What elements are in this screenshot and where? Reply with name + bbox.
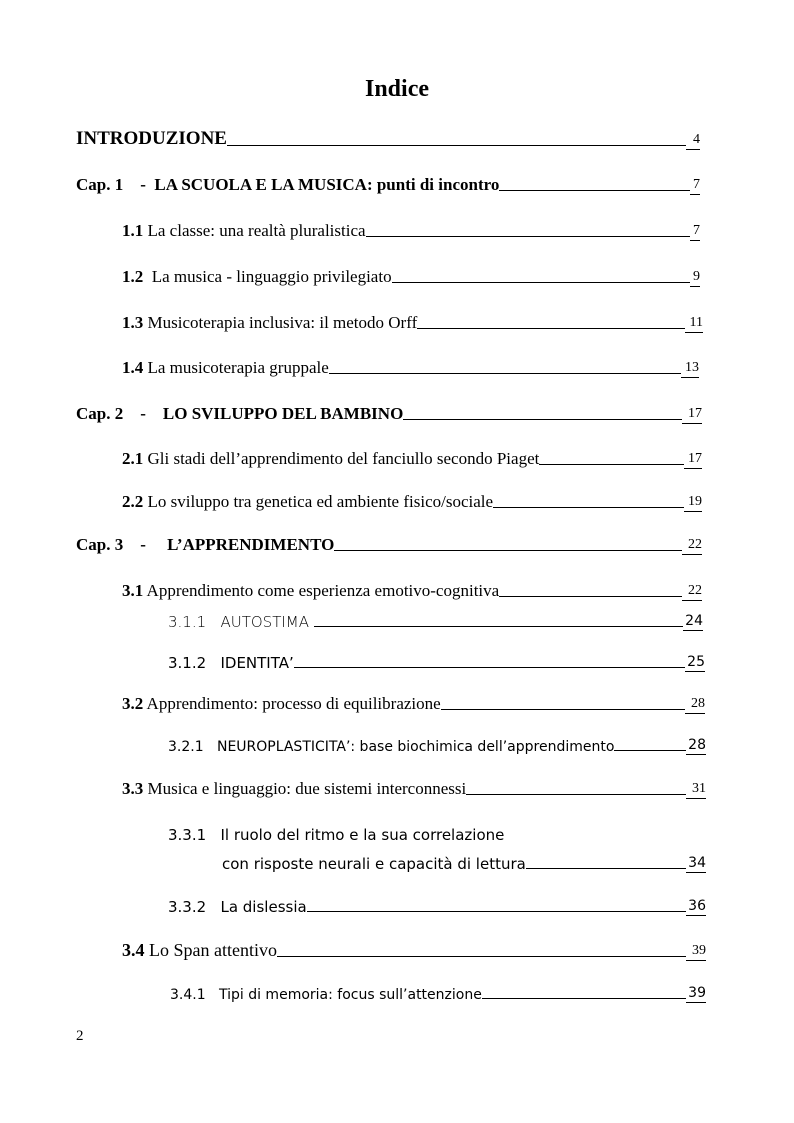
toc-page: 9: [690, 269, 700, 287]
toc-entry-3-2[interactable]: [122, 694, 705, 714]
leader-line: [466, 794, 686, 795]
toc-entry-3-3[interactable]: [122, 779, 706, 799]
section-number: 1.4: [122, 358, 144, 377]
section-title: Apprendimento: processo di equilibrazione: [143, 694, 441, 713]
toc-entry-3-1[interactable]: [122, 581, 702, 601]
section-title: Gli stadi dell’apprendimento del fanciullo secondo Piaget: [143, 449, 540, 468]
leader-line: [227, 145, 686, 146]
leader-line: [499, 596, 682, 597]
toc-entry-3-4-1[interactable]: [170, 985, 706, 1003]
section-number: 1.3: [122, 313, 144, 332]
leader-line: [366, 236, 690, 237]
leader-line: [526, 868, 686, 869]
toc-entry-3-3-2[interactable]: [168, 898, 706, 916]
toc-label: [122, 581, 499, 601]
toc-page: 39: [686, 943, 706, 961]
toc-entry-1-3[interactable]: [122, 313, 703, 333]
toc-entry-introduzione[interactable]: [76, 128, 700, 150]
toc-page: 13: [681, 360, 699, 378]
leader-line: [307, 911, 686, 912]
toc-page: 31: [686, 781, 706, 799]
section-number: 3.2: [122, 694, 144, 713]
toc-page: 4: [686, 132, 700, 150]
toc-label: 3.1.1 AUTOSTIMA: [168, 613, 314, 631]
toc-page: 36: [686, 898, 706, 916]
leader-line: [314, 626, 683, 627]
section-number: 3.3: [122, 779, 144, 798]
toc-page: 28: [685, 696, 705, 714]
section-number: 3.4: [122, 940, 145, 960]
toc-page: 39: [686, 985, 706, 1003]
section-title: La classe: una realtà pluralistica: [143, 221, 366, 240]
toc-page: 25: [685, 654, 705, 672]
toc-label: [122, 940, 277, 961]
page-number: 2: [76, 1028, 84, 1044]
toc-page: 24: [683, 613, 703, 631]
toc-label: [122, 313, 417, 333]
section-number: 2.1: [122, 449, 144, 468]
toc-label: Cap. 3 - L’APPRENDIMENTO: [76, 535, 335, 554]
toc-label: 3.3.2 La dislessia: [168, 898, 307, 916]
section-title: La musicoterapia gruppale: [143, 358, 329, 377]
leader-line: [392, 282, 690, 283]
toc-entry-2-1[interactable]: [122, 449, 702, 469]
toc-page: 17: [684, 451, 702, 469]
toc-label: [122, 779, 466, 799]
leader-line: [403, 419, 682, 420]
toc-label: [122, 694, 441, 714]
toc-entry-cap-1[interactable]: [76, 175, 700, 195]
page-title: Indice: [364, 76, 429, 102]
toc-entry-2-2[interactable]: [122, 492, 702, 512]
toc-label: [122, 267, 392, 287]
leader-line: [441, 709, 685, 710]
section-number: 3.1: [122, 581, 144, 600]
toc-entry-cap-2[interactable]: [76, 404, 702, 424]
toc-page: 22: [682, 537, 702, 555]
leader-line: [614, 750, 686, 751]
toc-page: 34: [686, 855, 706, 873]
toc-label: 3.4.1 Tipi di memoria: focus sull’attenzione: [170, 987, 482, 1003]
toc-entry-cap-3[interactable]: [76, 535, 702, 555]
toc-label: [122, 358, 329, 378]
section-number: 1.2: [122, 267, 144, 286]
leader-line: [539, 464, 684, 465]
leader-line: [482, 998, 686, 999]
toc-page: 19: [684, 494, 702, 512]
toc-entry-3-2-1[interactable]: [168, 737, 706, 755]
leader-line: [329, 373, 681, 374]
section-title: La musica - linguaggio privilegiato: [143, 267, 392, 286]
section-number: 2.2: [122, 492, 144, 511]
leader-line: [493, 507, 684, 508]
toc-entry-3-3-1[interactable]: [222, 855, 706, 873]
leader-line: [294, 667, 685, 668]
toc-entry-3-1-1[interactable]: [168, 613, 703, 631]
leader-line: [499, 190, 690, 191]
leader-line: [277, 956, 686, 957]
section-number: 1.1: [122, 221, 144, 240]
toc-label: 3.1.2 IDENTITA’: [168, 654, 294, 672]
toc-page: 7: [690, 223, 700, 241]
toc-entry-3-4[interactable]: [122, 940, 706, 961]
toc-entry-3-3-1-line1[interactable]: 3.3.1 Il ruolo del ritmo e la sua correlazione: [168, 826, 505, 844]
leader-line: [334, 550, 682, 551]
toc-label: [122, 492, 493, 512]
toc-label: con risposte neurali e capacità di lettura: [222, 855, 526, 873]
toc-entry-3-1-2[interactable]: [168, 654, 705, 672]
toc-page: 22: [682, 583, 702, 601]
toc-label: INTRODUZIONE: [76, 128, 227, 149]
toc-page: 28: [686, 737, 706, 755]
toc-page: 11: [685, 315, 703, 333]
section-title: Musica e linguaggio: due sistemi interconnessi: [143, 779, 467, 798]
toc-entry-1-2[interactable]: [122, 267, 700, 287]
toc-label: 3.2.1 NEUROPLASTICITA’: base biochimica dell’apprendimento: [168, 739, 615, 755]
leader-line: [417, 328, 685, 329]
section-title: Lo Span attentivo: [144, 940, 277, 960]
toc-label: Cap. 2 - LO SVILUPPO DEL BAMBINO: [76, 404, 404, 423]
section-title: Musicoterapia inclusiva: il metodo Orff: [143, 313, 418, 332]
toc-entry-1-4[interactable]: [122, 358, 699, 378]
toc-label: Cap. 1 - LA SCUOLA E LA MUSICA: punti di incontro: [76, 175, 500, 194]
section-title: Apprendimento come esperienza emotivo-cognitiva: [143, 581, 500, 600]
toc-label: [122, 221, 366, 241]
toc-label: [122, 449, 539, 469]
section-title: Lo sviluppo tra genetica ed ambiente fisico/sociale: [143, 492, 494, 511]
toc-entry-1-1[interactable]: [122, 221, 700, 241]
toc-page: 7: [690, 177, 700, 195]
toc-page: 17: [682, 406, 702, 424]
